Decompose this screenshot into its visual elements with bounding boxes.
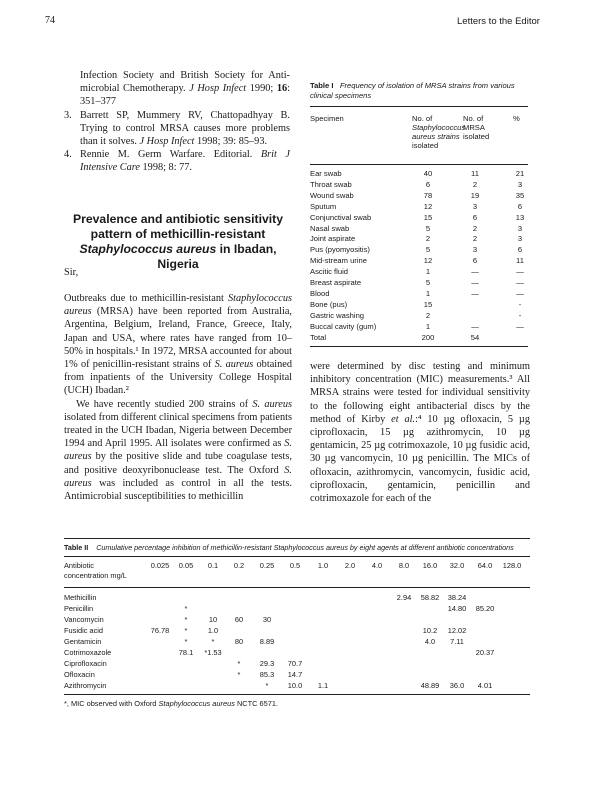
table-row [310,190,525,201]
table-cell: 3 [517,223,523,233]
header-line: aureus strains [412,132,460,141]
table-cell: Conjunctival swab [310,212,372,222]
table-cell: 58.82 [420,593,440,602]
table-cell: 85.3 [259,670,275,679]
table-row [310,179,523,190]
table-1-rule-top [310,106,528,107]
table-cell: - [518,310,522,320]
table-row [310,256,524,266]
table-cell: Joint aspirate [310,234,356,244]
table-caption: Frequency of isolation of MRSA strains from various clinical specimens [310,81,515,100]
ref-number: 4. [64,149,72,161]
title-italic: Staphylococcus aureus [79,242,217,256]
body-left [64,292,292,503]
table-cell: — [516,321,524,331]
table-row [310,201,523,212]
title-rest: in Ibadan, Nigeria [157,242,277,271]
table-cell: Ascitic fluid [310,267,348,277]
table-row [64,670,584,681]
table-1-rule-bottom [310,346,528,347]
header-line: concentration mg/L [64,571,127,580]
table-cell: 3 [517,234,523,244]
table-2-rule-caption [64,556,530,557]
table-cell: * [184,615,188,624]
table-cell: 10 [208,615,218,624]
table-cell: * [265,681,269,690]
paragraph-3 [310,360,530,505]
table-cell: 12 [423,201,433,211]
header-line: MRSA [463,123,485,132]
table-cell: Wound swab [310,190,354,200]
table-cell: — [471,278,479,287]
text-run: We have recently studied 200 strains of [76,398,253,410]
table-cell: Throat swab [310,179,352,189]
table-cell: 4.0 [424,637,436,646]
table-cell: Buccal cavity (gum) [310,321,377,331]
body-right [310,360,530,505]
ref-cont-text: Infection Society and British Society for Anti- [80,70,290,81]
ref-number: 3. [64,109,72,121]
table-cell: 54 [470,332,480,342]
table-2-body [64,593,534,693]
table-row [310,288,524,299]
table-cell: 1.0 [207,626,219,635]
article-title [64,212,292,272]
table-row [64,648,584,659]
italic-run: S. aureus [64,438,292,463]
table-row [310,234,523,244]
table-cell: 3 [472,245,478,255]
table-cell: Nasal swab [310,223,350,233]
footnote-text: NCTC 6571. [234,699,279,708]
italic-run: et al. [391,413,416,425]
table-cell: 2 [472,234,478,244]
table-row [64,626,584,637]
table-2-rule-mid [64,587,530,588]
table-cell: 1 [425,267,431,277]
text-run: Outbreaks due to methicillin-resistant [64,293,228,304]
table-cell: 3 [517,179,523,189]
ref-text: Barrett SP, Mummery RV, Chattopadhyay B. Trying to control MRSA causes more problems than it solves. [80,109,290,148]
table-2-footnote [64,699,278,708]
concentration-header: 64.0 [477,561,493,570]
concentration-header: 2.0 [344,561,356,570]
table-cell: 48.89 [420,681,440,690]
title-line: Prevalence and antibiotic sensitivity [73,212,283,226]
footnote-italic: Staphylococcus aureus [158,699,235,708]
table-cell: 6 [472,212,478,222]
table-cell: 15 [423,299,433,309]
table-cell: — [471,321,479,331]
antibiotic-name: Gentamicin [64,637,102,646]
table-2-rule-bottom [64,694,530,695]
table-cell: 76.78 [150,626,170,635]
col-header-specimen: Specimen [310,114,344,123]
table-cell: Sputum [310,201,337,211]
concentration-header: 0.25 [259,561,275,570]
table-cell: 12 [423,256,433,266]
table-cell: 85.20 [475,604,495,613]
table-cell: 8.89 [259,637,275,646]
table-cell: Pus (pyomyositis) [310,245,370,255]
table-cell: * [237,659,241,668]
table-1-header [310,114,530,164]
table-cell: - [518,299,522,309]
concentration-header: 0.025 [150,561,170,570]
table-cell: 1 [425,288,431,298]
table-cell: 13 [515,212,525,222]
table-2-header [64,561,534,589]
table-row [310,223,523,234]
table-row [310,169,525,179]
table-cell: Total [310,332,327,342]
concentration-header: 0.05 [178,561,194,570]
antibiotic-name: Ofloxacin [64,670,95,679]
table-cell: 6 [517,201,523,211]
table-cell: * [184,604,188,613]
table-cell: 2 [472,223,478,233]
table-row [64,604,584,615]
table-cell: 6 [425,179,431,189]
table-cell: * [237,670,241,679]
table-cell: 29.3 [259,659,275,668]
table-cell: 1.1 [317,681,329,690]
table-cell: Mid-stream urine [310,256,367,266]
col-header-percent: % [513,114,520,123]
table-cell: 200 [421,332,435,342]
table-cell: 2.94 [396,593,412,602]
table-cell: 40 [423,169,433,178]
text-run: by the positive slide and tube coagulase tests, and positive deoxyribonuclease test. The Oxford [64,451,292,476]
table-cell: 19 [470,190,480,200]
text-run: was included as control in all the tests. Antimicrobial susceptibilities to methicillin [64,477,292,503]
table-row [64,659,584,670]
ref-journal: J Hosp Infect [139,136,195,148]
table-row [310,245,523,255]
table-label: Table II [64,543,89,552]
antibiotic-name: Cotrimoxazole [64,648,112,657]
header-line: No. of [412,114,433,123]
concentration-header: 0.1 [207,561,219,570]
table-1-caption [310,81,530,101]
table-cell: 30 [262,615,272,624]
ref-cont-year: 1990; [246,83,277,95]
ref-journal: Brit J Intensive Care [80,149,290,174]
table-cell: 4.01 [477,681,493,690]
table-row [310,212,525,223]
antibiotic-name: Methicillin [64,593,97,602]
table-cell: Ear swab [310,169,342,178]
table-row [64,681,584,692]
reference-4 [64,148,290,174]
table-row [64,615,584,626]
ref-tail: 1998; 39: 85–93. [194,136,268,148]
table-cell: 36.0 [449,681,465,690]
table-cell: 1 [425,321,431,331]
table-row [310,299,522,310]
table-2-caption [64,543,534,552]
antibiotic-name: Fusidic acid [64,626,104,635]
antibiotic-name: Penicillin [64,604,94,613]
text-run: were determined by disc testing and minimum inhibitory concentration (MIC) measurements.³ All MRSA strains were tested for individual sensitivity to the following eight antibacterial discs by the method of Kirby [310,361,530,425]
italic-run: S. aureus [64,464,292,489]
concentration-header: 8.0 [398,561,410,570]
page-number: 74 [45,15,55,26]
antibiotic-name: Vancomycin [64,615,104,624]
table-row [310,333,518,343]
table-cell: 70.7 [287,659,303,668]
text-run: isolated from different clinical specimens from patients treated in the UCH Ibadan, Nigeria between December 1994 and April 1995. All isolates were confirmed as [64,411,292,450]
table-cell: 10.0 [287,681,303,690]
table-cell: 15 [423,212,433,222]
header-antibiotic-label [64,561,127,581]
reference-3 [64,109,290,149]
table-cell: 5 [425,223,431,233]
table-row [310,278,524,288]
italic-run: S. aureus [214,359,254,371]
table-cell: 3 [472,201,478,211]
ref-cont-journal: J Hosp Infect [189,83,247,95]
table-cell: 38.24 [447,593,467,602]
table-cell: * [184,637,188,646]
table-cell: 78.1 [178,648,194,657]
title-line: pattern of methicillin-resistant [90,227,266,241]
ref-cont-text2: microbial Chemotherapy. [80,83,190,95]
table-cell: — [471,267,479,277]
table-row [310,321,524,332]
table-row [310,310,522,321]
table-cell: 6 [472,256,478,266]
ref-tail: 1998; 8: 77. [139,162,193,174]
reference-continuation [64,69,290,109]
table-row [64,637,584,648]
table-cell: 5 [425,245,431,255]
table-cell: 12.02 [447,626,467,635]
concentration-header: 32.0 [449,561,465,570]
table-1-body [310,169,530,349]
paragraph-2 [64,398,292,504]
table-cell: — [516,267,524,277]
concentration-header: 128.0 [502,561,522,570]
concentration-header: 4.0 [371,561,383,570]
text-run: obtained from inpatients of the University College Hospital (UCH) Ibadan.² [64,359,292,397]
italic-run: Staphylococcus aureus [64,293,292,318]
table-cell: 20.37 [475,648,495,657]
table-cell: 2 [472,179,478,189]
header-line: Staphylococcus [412,123,466,132]
table-cell: 10.2 [422,626,438,635]
concentration-header: 0.2 [233,561,245,570]
table-cell: Bone (pus) [310,299,348,309]
table-cell: * [184,626,188,635]
table-cell: 35 [515,190,525,200]
table-cell: 21 [515,169,525,178]
concentration-header: 16.0 [422,561,438,570]
table-label: Table I [310,81,334,90]
table-cell: 6 [517,245,523,255]
table-row [310,267,524,277]
table-cell: — [516,288,524,298]
ref-text: Rennie M. Germ Warfare. Editorial. [80,149,261,161]
italic-run: S. aureus [252,398,292,410]
table-cell: 5 [425,278,431,287]
header-line: Antibiotic [64,561,94,570]
table-cell: Blood [310,288,330,298]
concentration-header: 1.0 [317,561,329,570]
table-cell: *1.53 [204,648,222,657]
table-cell: 2 [425,234,431,244]
concentration-header: 0.5 [289,561,301,570]
table-caption: Cumulative percentage inhibition of methicillin-resistant Staphylococcus aureus by eight agents at different antibiotic concentrations [96,543,514,552]
table-cell: 2 [425,310,431,320]
ref-cont-volume: 16 [276,83,288,95]
table-1-rule-mid [310,164,528,165]
footnote-text: *, MIC observed with Oxford [64,699,159,708]
header-line: isolated [412,141,439,150]
table-cell: 78 [423,190,433,200]
paragraph-1 [64,292,292,398]
table-cell: 14.7 [287,670,303,679]
col-header-staph [412,114,465,150]
table-cell: * [211,637,215,646]
ref-cont-pages: : 351–377 [80,83,291,108]
table-cell: 11 [516,256,524,266]
table-cell: 14.80 [447,604,467,613]
col-header-mrsa [463,114,489,141]
table-cell: Gastric washing [310,310,365,320]
table-cell: 60 [234,615,244,624]
table-cell: 11 [471,169,479,178]
text-run: (MRSA) have been reported from Australia, Argentina, Belgium, Ireland, France, Greece, Italy, Japan and USA, where rates have ranged from 10–50% in hospitals.¹ In 1972, MRSA accounted for about 1% of penicillin-resistant strains of [64,306,292,371]
table-row [64,593,584,604]
table-cell: Breast aspirate [310,278,362,287]
table-cell: 80 [234,637,244,646]
salutation: Sir, [64,267,79,278]
header-line: isolated [463,132,490,141]
running-title: Letters to the Editor [457,16,540,27]
table-2-rule-top [64,538,530,539]
table-cell: — [471,288,479,298]
table-cell: 7.11 [450,637,464,646]
reference-list [64,69,290,175]
text-run: :⁴ 10 µg ofloxacin, 5 µg ciprofloxacin, 15 µg azithromycin, 10 µg gentamicin, 25 µg cotrimoxazole, 10 µg fusidic acid, 30 µg vancomycin, 10 µg penicillin. The MICs of ofloxacin, azithromycin, vancomycin, fusidic acid, ciprofloxacin, gentamicin, penicillin and cotrimoxazole for each of the [310,413,531,505]
header-line: No. of [463,114,484,123]
title-line [64,242,292,272]
antibiotic-name: Azithromycin [64,681,107,690]
antibiotic-name: Ciprofloxacin [64,659,107,668]
table-cell: — [516,278,524,287]
